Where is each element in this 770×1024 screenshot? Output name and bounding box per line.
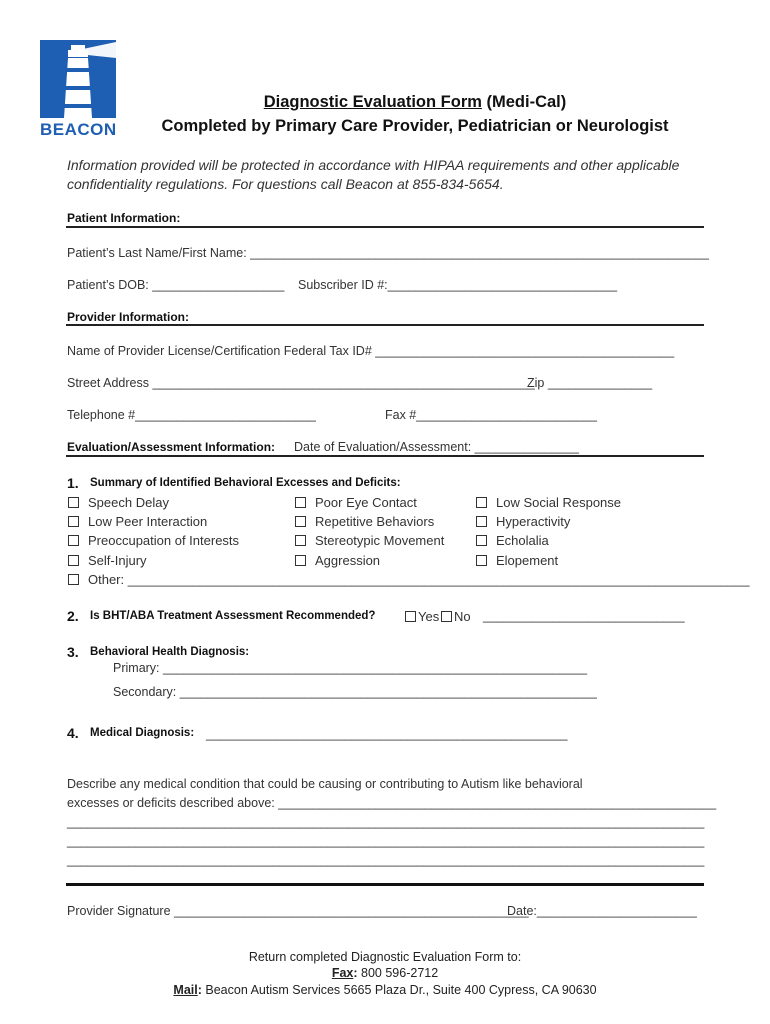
page-title	[0, 93, 770, 112]
signature-date-field[interactable]: Date:_______________________	[507, 904, 697, 918]
mail-label: Mail	[173, 983, 198, 997]
checkbox-icon	[295, 497, 306, 508]
checkbox-no[interactable]	[441, 609, 471, 624]
subscriber-id-field[interactable]: Subscriber ID #:_________________________________	[298, 278, 618, 292]
bh-diagnosis-label: Behavioral Health Diagnosis:	[90, 646, 250, 658]
fax-field[interactable]: Fax #__________________________	[385, 408, 598, 422]
checkbox-icon	[68, 555, 79, 566]
checkbox-repetitive-behaviors[interactable]	[295, 514, 434, 529]
page-subtitle: Completed by Primary Care Provider, Pediatrician or Neurologist	[161, 117, 669, 135]
other-field[interactable]: Other: ______________________________________________________________________________________	[88, 572, 750, 587]
patient-section-heading: Patient Information:	[67, 211, 181, 225]
checkbox-label: Yes	[418, 609, 440, 624]
zip-field[interactable]: Zip _______________	[527, 376, 653, 390]
checkbox-icon	[476, 516, 487, 527]
checkbox-self-injury[interactable]	[68, 553, 147, 568]
checkbox-icon	[295, 555, 306, 566]
checkbox-label: Stereotypic Movement	[315, 533, 445, 548]
checkbox-icon	[68, 516, 79, 527]
checkbox-hyperactivity[interactable]	[476, 514, 570, 529]
patient-name-field[interactable]: Patient’s Last Name/First Name: __________________________________________________________________	[67, 246, 709, 260]
describe-line[interactable]: _____________________________________________________________________________________________	[67, 853, 705, 867]
checkbox-yes[interactable]	[405, 609, 439, 624]
checkbox-label: Aggression	[315, 553, 381, 568]
checkbox-label: Repetitive Behaviors	[315, 514, 435, 529]
section-divider	[66, 226, 704, 228]
behavior-summary-label: Summary of Identified Behavioral Excesses and Deficits:	[90, 477, 401, 489]
street-address-field[interactable]: Street Address _______________________________________________________	[67, 376, 535, 390]
mail-line	[0, 983, 770, 997]
checkbox-low-peer-interaction[interactable]	[68, 514, 207, 529]
checkbox-label: Low Social Response	[496, 495, 622, 510]
provider-license-field[interactable]: Name of Provider License/Certification Federal Tax ID# ___________________________________________	[67, 344, 675, 358]
mail-address: Beacon Autism Services 5665 Plaza Dr., Suite 400 Cypress, CA 90630	[205, 983, 597, 997]
checkbox-label: Speech Delay	[88, 495, 169, 510]
describe-line[interactable]: _____________________________________________________________________________________________	[67, 834, 705, 848]
question-number: 3.	[67, 644, 79, 660]
checkbox-echolalia[interactable]	[476, 533, 549, 548]
checkbox-label: Low Peer Interaction	[88, 514, 208, 529]
checkbox-icon	[476, 535, 487, 546]
question-number: 1.	[67, 475, 79, 491]
section-divider	[66, 324, 704, 326]
checkbox-icon	[68, 535, 79, 546]
checkbox-icon	[295, 535, 306, 546]
treatment-notes-field[interactable]: _____________________________	[483, 609, 685, 623]
section-divider	[66, 455, 704, 457]
describe-line[interactable]: _____________________________________________________________________________________________	[67, 815, 705, 829]
medical-diagnosis-field[interactable]: ____________________________________________________	[206, 727, 568, 741]
describe-field[interactable]: excesses or deficits described above: _______________________________________________________________	[67, 796, 717, 810]
checkbox-label: Preoccupation of Interests	[88, 533, 240, 548]
fax-line	[0, 966, 770, 980]
patient-dob-field[interactable]: Patient’s DOB: ___________________	[67, 278, 285, 292]
telephone-field[interactable]: Telephone #__________________________	[67, 408, 316, 422]
checkbox-other[interactable]	[68, 572, 750, 587]
question-number: 4.	[67, 725, 79, 741]
evaluation-date-field[interactable]: Date of Evaluation/Assessment: _______________	[294, 440, 579, 454]
title-program: (Medi-Cal)	[481, 93, 567, 111]
checkbox-label: Self-Injury	[88, 553, 147, 568]
secondary-diagnosis-field[interactable]: Secondary: ____________________________________________________________	[113, 685, 597, 699]
fax-colon: :	[353, 966, 358, 980]
question-number: 2.	[67, 608, 79, 624]
checkbox-icon	[441, 611, 452, 622]
checkbox-aggression[interactable]	[295, 553, 380, 568]
checkbox-label: Elopement	[496, 553, 559, 568]
provider-section-heading: Provider Information:	[67, 310, 190, 324]
medical-diagnosis-label: Medical Diagnosis:	[90, 727, 195, 739]
checkbox-poor-eye-contact[interactable]	[295, 495, 417, 510]
checkbox-label: No	[454, 609, 471, 624]
evaluation-section-heading: Evaluation/Assessment Information:	[67, 440, 276, 454]
checkbox-label: Poor Eye Contact	[315, 495, 417, 510]
fax-label: Fax	[331, 966, 354, 980]
privacy-notice: Information provided will be protected in accordance with HIPAA requirements and other applicable confidentiality regulations. For questions call Beacon at 855-834-5654.	[67, 157, 680, 192]
provider-signature-field[interactable]: Provider Signature ___________________________________________________	[67, 904, 529, 918]
checkbox-low-social-response[interactable]	[476, 495, 621, 510]
checkbox-speech-delay[interactable]	[68, 495, 169, 510]
checkbox-stereotypic-movement[interactable]	[295, 533, 444, 548]
checkbox-icon	[476, 555, 487, 566]
primary-diagnosis-field[interactable]: Primary: _____________________________________________________________	[113, 661, 588, 675]
title-main: Diagnostic Evaluation Form	[263, 93, 482, 111]
describe-prompt: Describe any medical condition that could be causing or contributing to Autism like behavioral	[67, 777, 583, 791]
logo-wordmark: BEACON	[40, 120, 117, 139]
checkbox-icon	[295, 516, 306, 527]
mail-colon: :	[197, 983, 202, 997]
checkbox-preoccupation[interactable]	[68, 533, 239, 548]
checkbox-icon	[405, 611, 416, 622]
section-divider	[66, 883, 704, 886]
treatment-recommended-label: Is BHT/ABA Treatment Assessment Recommended?	[90, 610, 376, 622]
checkbox-icon	[476, 497, 487, 508]
checkbox-label: Hyperactivity	[496, 514, 571, 529]
checkbox-label: Echolalia	[496, 533, 549, 548]
checkbox-icon	[68, 497, 79, 508]
return-instructions: Return completed Diagnostic Evaluation Form to:	[248, 950, 522, 964]
fax-number: 800 596-2712	[361, 966, 439, 980]
checkbox-elopement[interactable]	[476, 553, 558, 568]
checkbox-icon	[68, 574, 79, 585]
